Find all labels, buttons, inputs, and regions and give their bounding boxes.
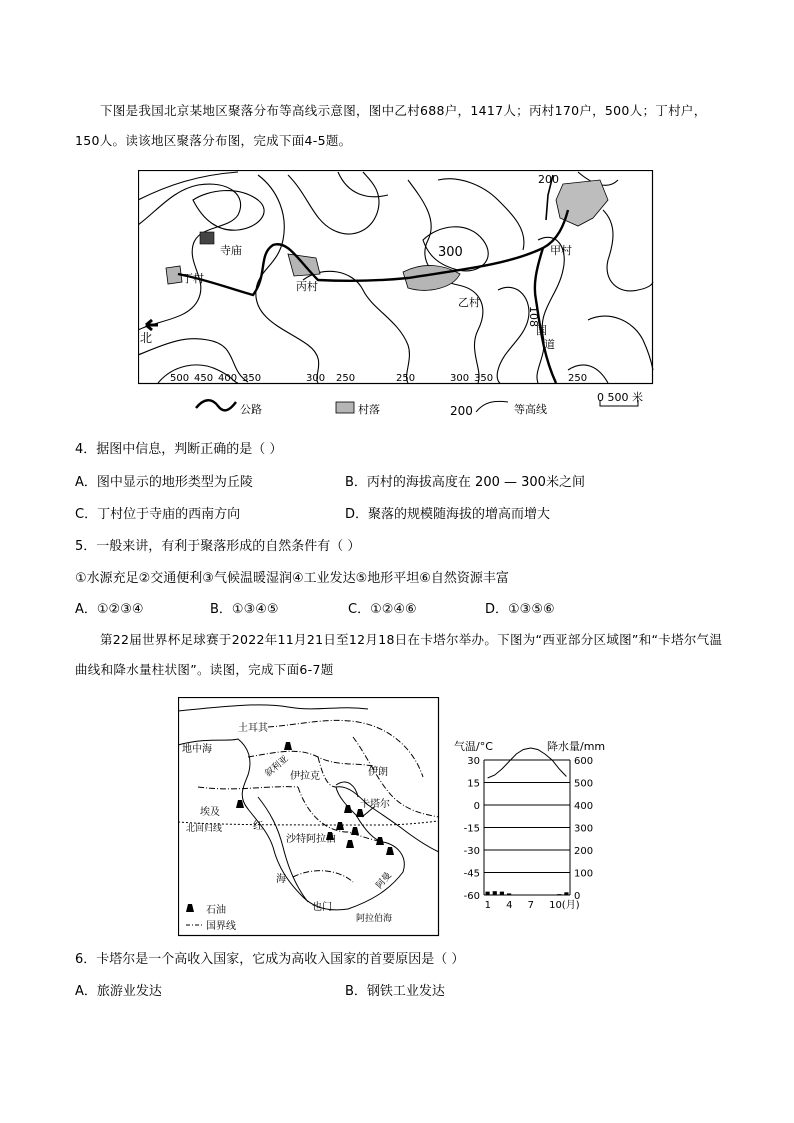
label-yi: 乙村: [458, 296, 480, 309]
svg-text:350: 350: [242, 373, 262, 384]
svg-text:北回归线: 北回归线: [186, 824, 223, 834]
legend-contour-value: 200: [450, 404, 473, 415]
label-jia: 甲村: [550, 244, 572, 257]
precip-tick-label: 100: [574, 868, 594, 880]
svg-text:伊朗: 伊朗: [368, 767, 388, 778]
svg-text:叙利亚: 叙利亚: [263, 754, 291, 780]
north-label: 北: [140, 331, 153, 345]
svg-text:300: 300: [450, 373, 470, 384]
contour-legend-icon: [476, 401, 508, 412]
label-ding: 丁村: [182, 272, 204, 285]
svg-text:沙特阿拉伯: 沙特阿拉伯: [286, 834, 336, 845]
q5-option-c[interactable]: C．①②④⑥: [348, 602, 417, 617]
q5-option-d[interactable]: D．①③⑤⑥: [485, 602, 555, 617]
q4-option-b[interactable]: B．丙村的海拔高度在 200 — 300米之间: [345, 475, 585, 490]
precip-bar: [564, 892, 568, 895]
temp-tick-label: 15: [467, 778, 480, 790]
svg-text:伊拉克: 伊拉克: [290, 771, 320, 782]
label-temple: 寺庙: [220, 244, 242, 257]
label-108: 108: [527, 306, 540, 327]
precip-bar: [493, 891, 497, 895]
svg-text:埃及: 埃及: [200, 807, 220, 818]
contour-map-legend: [196, 390, 643, 415]
temp-tick-label: -45: [463, 868, 480, 880]
precip-bar: [507, 893, 511, 895]
intro-paragraph-1: 下图是我国北京某地区聚落分布等高线示意图，图中乙村688户，1417人；丙村170户，500人；丁村户，150人。读该地区聚落分布图，完成下面4-5题。: [75, 103, 707, 148]
temple-symbol: [200, 232, 214, 244]
svg-text:阿拉伯海: 阿拉伯海: [356, 914, 393, 924]
intro-paragraph-2: 第22届世界杯足球赛于2022年11月21日至12月18日在卡塔尔举办。下图为“西亚部分区域图”和“卡塔尔气温曲线和降水量柱状图”。读图，完成下面6-7题: [75, 632, 723, 677]
temp-tick-label: 30: [467, 756, 480, 767]
precip-tick-label: 300: [574, 823, 594, 835]
climate-title-temperature: 气温/°C: [454, 740, 493, 753]
temp-tick-label: -30: [463, 846, 480, 857]
label-guo: 国: [536, 324, 547, 337]
svg-text:海: 海: [276, 874, 286, 885]
precip-tick-label: 400: [574, 801, 594, 812]
svg-text:卡塔尔: 卡塔尔: [360, 799, 390, 810]
label-bing: 丙村: [296, 280, 318, 293]
temp-tick-label: -15: [463, 823, 480, 835]
svg-text:300: 300: [306, 373, 326, 384]
svg-text:500: 500: [170, 373, 190, 384]
qatar-climate-chart: [448, 735, 623, 915]
svg-text:土耳其: 土耳其: [238, 723, 268, 734]
legend-contour: 等高线: [514, 403, 547, 415]
legend-village: 村落: [358, 403, 380, 415]
contour-map: [138, 170, 658, 415]
precip-tick-label: 200: [574, 846, 594, 857]
precip-bar: [557, 894, 561, 895]
svg-text:400: 400: [218, 373, 238, 384]
svg-text:250: 250: [336, 373, 356, 384]
road-legend-icon: [196, 400, 236, 410]
svg-text:350: 350: [474, 373, 494, 384]
q5-items: ①水源充足②交通便利③气候温暖湿润④工业发达⑤地形平坦⑥自然资源丰富: [75, 571, 509, 586]
q4-stem: 4．据图中信息，判断正确的是（ ）: [75, 442, 283, 457]
precip-tick-label: 600: [574, 756, 594, 767]
q4-option-a[interactable]: A．图中显示的地形类型为丘陵: [75, 475, 253, 490]
month-tick-label: 10(月): [549, 900, 580, 911]
svg-text:红: 红: [253, 821, 263, 832]
q4-option-c[interactable]: C．丁村位于寺庙的西南方向: [75, 507, 241, 522]
label-dao: 道: [544, 338, 555, 351]
q6-stem: 6．卡塔尔是一个高收入国家，它成为高收入国家的首要原因是（ ）: [75, 952, 465, 967]
climate-title-precipitation: 降水量/mm: [547, 740, 606, 753]
q5-option-a[interactable]: A．①②③④: [75, 602, 144, 617]
legend-road: 公路: [240, 403, 262, 415]
precip-bar: [486, 892, 490, 895]
precip-tick-label: 500: [574, 778, 594, 790]
svg-text:250: 250: [568, 373, 588, 384]
village-legend-icon: [336, 402, 354, 413]
q5-option-b[interactable]: B．①③④⑤: [210, 602, 279, 617]
month-tick-label: 7: [527, 900, 534, 911]
legend-border: 国界线: [206, 921, 236, 932]
legend-scale: 0 500 米: [597, 391, 643, 404]
month-tick-label: 1: [484, 900, 491, 911]
precip-bar: [500, 892, 504, 895]
svg-text:地中海: 地中海: [182, 744, 212, 755]
q5-stem: 5．一般来讲，有利于聚落形成的自然条件有（ ）: [75, 539, 361, 554]
month-tick-label: 4: [506, 900, 513, 911]
svg-text:250: 250: [396, 373, 416, 384]
q4-option-d[interactable]: D．聚落的规模随海拔的增高而增大: [345, 507, 551, 522]
svg-text:阿曼: 阿曼: [374, 870, 394, 891]
temp-tick-label: 0: [473, 801, 480, 812]
label-200: 200: [538, 173, 559, 186]
svg-text:450: 450: [194, 373, 214, 384]
label-300: 300: [438, 245, 463, 260]
legend-oil: 石油: [206, 905, 226, 916]
q6-option-a[interactable]: A．旅游业发达: [75, 984, 162, 999]
west-asia-map: [178, 697, 440, 937]
svg-text:也门: 也门: [312, 902, 332, 913]
temp-tick-label: -60: [463, 891, 480, 902]
precip-tick-label: 0: [574, 891, 581, 902]
q6-option-b[interactable]: B．钢铁工业发达: [345, 984, 445, 999]
